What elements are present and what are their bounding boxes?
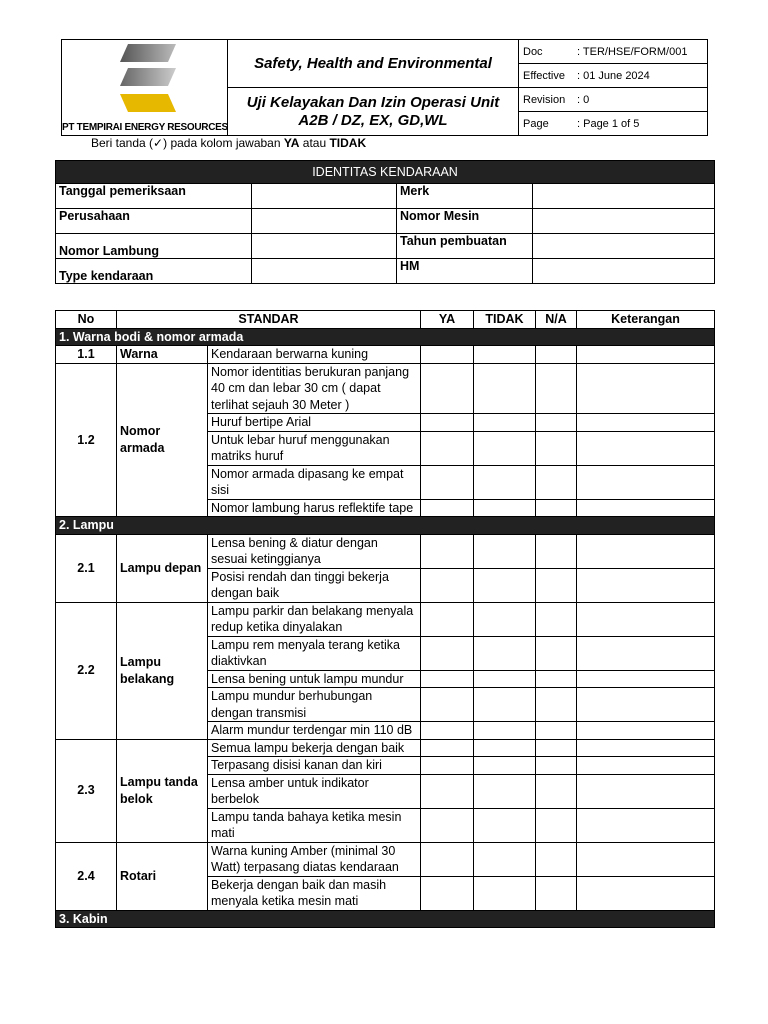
instruction-middle: ) pada kolom jawaban: [163, 136, 284, 150]
item-standard: Lampu tanda bahaya ketika mesin mati: [208, 808, 421, 842]
meta-value: : 0: [577, 93, 590, 106]
item-number: 2.2: [56, 602, 117, 739]
section-row: [56, 328, 715, 346]
item-standard: Lensa bening & diatur dengan sesuai ketinggianya: [208, 534, 421, 568]
company-name: PT TEMPIRAI ENERGY RESOURCES: [62, 122, 228, 133]
na-cell[interactable]: [536, 534, 577, 568]
column-header: N/A: [536, 311, 577, 329]
column-header: No: [56, 311, 117, 329]
keterangan-cell[interactable]: [577, 414, 715, 432]
ya-cell[interactable]: [421, 876, 474, 910]
item-number: 1.1: [56, 346, 117, 364]
section-title: 3. Kabin: [56, 910, 715, 928]
identity-label: Perusahaan: [56, 209, 252, 234]
tidak-cell[interactable]: [474, 722, 536, 740]
meta-value: : Page 1 of 5: [577, 117, 640, 130]
section-title: 1. Warna bodi & nomor armada: [56, 328, 715, 346]
identity-label: Tanggal pemeriksaan: [56, 184, 252, 209]
keterangan-cell[interactable]: [577, 688, 715, 722]
meta-value: : 01 June 2024: [577, 69, 650, 82]
item-number: 2.1: [56, 534, 117, 602]
na-cell[interactable]: [536, 739, 577, 757]
na-cell[interactable]: [536, 414, 577, 432]
identity-value-field[interactable]: [533, 259, 715, 284]
instruction-text: [91, 136, 366, 151]
meta-page: [519, 112, 708, 136]
identity-value-field[interactable]: [533, 209, 715, 234]
identity-label: Type kendaraan: [56, 259, 252, 284]
keterangan-cell[interactable]: [577, 670, 715, 688]
keterangan-cell[interactable]: [577, 739, 715, 757]
instruction-prefix: Beri tanda (: [91, 136, 154, 150]
inspection-checklist-table: [55, 310, 715, 928]
keterangan-cell[interactable]: [577, 602, 715, 636]
na-cell[interactable]: [536, 465, 577, 499]
vehicle-identity-title: IDENTITAS KENDARAAN: [56, 161, 715, 184]
na-cell[interactable]: [536, 757, 577, 775]
item-standard: Untuk lebar huruf menggunakan matriks huruf: [208, 431, 421, 465]
keterangan-cell[interactable]: [577, 534, 715, 568]
ya-cell[interactable]: [421, 346, 474, 364]
item-category: Nomor armada: [117, 363, 208, 517]
ya-cell[interactable]: [421, 774, 474, 808]
table-row: [56, 346, 715, 364]
item-standard: Nomor lambung harus reflektife tape: [208, 499, 421, 517]
tidak-cell[interactable]: [474, 499, 536, 517]
keterangan-cell[interactable]: [577, 568, 715, 602]
item-standard: Posisi rendah dan tinggi bekerja dengan baik: [208, 568, 421, 602]
identity-label: Merk: [397, 184, 533, 209]
item-number: 2.4: [56, 842, 117, 910]
form-header: [61, 39, 708, 136]
item-category: Lampu depan: [117, 534, 208, 602]
identity-label: HM: [397, 259, 533, 284]
keterangan-cell[interactable]: [577, 757, 715, 775]
tidak-cell[interactable]: [474, 842, 536, 876]
na-cell[interactable]: [536, 842, 577, 876]
vehicle-identity-table: [55, 160, 715, 284]
na-cell[interactable]: [536, 568, 577, 602]
keterangan-cell[interactable]: [577, 636, 715, 670]
item-standard: Lampu rem menyala terang ketika diaktivkan: [208, 636, 421, 670]
ya-cell[interactable]: [421, 808, 474, 842]
ya-cell[interactable]: [421, 842, 474, 876]
na-cell[interactable]: [536, 670, 577, 688]
meta-effective: [519, 64, 708, 88]
identity-label: Tahun pembuatan: [397, 234, 533, 259]
item-standard: Lensa amber untuk indikator berbelok: [208, 774, 421, 808]
tidak-cell[interactable]: [474, 774, 536, 808]
item-number: 1.2: [56, 363, 117, 517]
item-standard: Alarm mundur terdengar min 110 dB: [208, 722, 421, 740]
item-standard: Lampu mundur berhubungan dengan transmisi: [208, 688, 421, 722]
company-logo: [120, 42, 180, 112]
ya-cell[interactable]: [421, 499, 474, 517]
keterangan-cell[interactable]: [577, 774, 715, 808]
keterangan-cell[interactable]: [577, 499, 715, 517]
tidak-cell[interactable]: [474, 808, 536, 842]
identity-label: Nomor Lambung: [56, 234, 252, 259]
meta-key: Revision: [523, 93, 566, 106]
tidak-cell[interactable]: [474, 636, 536, 670]
ya-cell[interactable]: [421, 739, 474, 757]
na-cell[interactable]: [536, 636, 577, 670]
identity-label: Nomor Mesin: [397, 209, 533, 234]
item-category: Lampu belakang: [117, 602, 208, 739]
column-header: TIDAK: [474, 311, 536, 329]
ya-cell[interactable]: [421, 363, 474, 414]
tidak-cell[interactable]: [474, 568, 536, 602]
item-number: 2.3: [56, 739, 117, 842]
identity-value-field[interactable]: [252, 209, 397, 234]
column-header: Keterangan: [577, 311, 715, 329]
keterangan-cell[interactable]: [577, 431, 715, 465]
table-header-row: [56, 311, 715, 329]
na-cell[interactable]: [536, 431, 577, 465]
tidak-cell[interactable]: [474, 363, 536, 414]
ya-cell[interactable]: [421, 688, 474, 722]
form-title: Safety, Health and Environmental: [228, 40, 519, 88]
item-category: Lampu tanda belok: [117, 739, 208, 842]
instruction-atau: atau: [299, 136, 330, 150]
tidak-cell[interactable]: [474, 465, 536, 499]
keterangan-cell[interactable]: [577, 842, 715, 876]
na-cell[interactable]: [536, 876, 577, 910]
tidak-cell[interactable]: [474, 876, 536, 910]
meta-doc: [519, 40, 708, 64]
meta-revision: [519, 88, 708, 112]
tidak-cell[interactable]: [474, 688, 536, 722]
ya-cell[interactable]: [421, 602, 474, 636]
table-row: [56, 602, 715, 636]
column-header: YA: [421, 311, 474, 329]
instruction-tidak: TIDAK: [329, 136, 367, 150]
identity-value-field[interactable]: [252, 234, 397, 259]
tidak-cell[interactable]: [474, 534, 536, 568]
table-row: [56, 842, 715, 876]
item-standard: Lampu parkir dan belakang menyala redup ketika dinyalakan: [208, 602, 421, 636]
table-row: [56, 739, 715, 757]
ya-cell[interactable]: [421, 465, 474, 499]
item-standard: Semua lampu bekerja dengan baik: [208, 739, 421, 757]
meta-value: : TER/HSE/FORM/001: [577, 45, 688, 58]
ya-cell[interactable]: [421, 636, 474, 670]
na-cell[interactable]: [536, 602, 577, 636]
identity-value-field[interactable]: [533, 184, 715, 209]
item-standard: Kendaraan berwarna kuning: [208, 346, 421, 364]
tidak-cell[interactable]: [474, 414, 536, 432]
tidak-cell[interactable]: [474, 602, 536, 636]
ya-cell[interactable]: [421, 670, 474, 688]
checkmark-icon: ✓: [153, 136, 164, 150]
meta-key: Page: [523, 117, 549, 130]
tidak-cell[interactable]: [474, 431, 536, 465]
na-cell[interactable]: [536, 688, 577, 722]
ya-cell[interactable]: [421, 414, 474, 432]
na-cell[interactable]: [536, 722, 577, 740]
item-standard: Terpasang disisi kanan dan kiri: [208, 757, 421, 775]
na-cell[interactable]: [536, 499, 577, 517]
column-header: STANDAR: [117, 311, 421, 329]
company-logo-cell: [62, 40, 228, 136]
na-cell[interactable]: [536, 363, 577, 414]
item-standard: Warna kuning Amber (minimal 30 Watt) terpasang diatas kendaraan: [208, 842, 421, 876]
section-row: [56, 910, 715, 928]
na-cell[interactable]: [536, 346, 577, 364]
keterangan-cell[interactable]: [577, 876, 715, 910]
ya-cell[interactable]: [421, 757, 474, 775]
item-standard: Nomor armada dipasang ke empat sisi: [208, 465, 421, 499]
ya-cell[interactable]: [421, 568, 474, 602]
meta-key: Effective: [523, 69, 565, 82]
tidak-cell[interactable]: [474, 346, 536, 364]
section-title: 2. Lampu: [56, 517, 715, 535]
instruction-ya: YA: [283, 136, 300, 150]
keterangan-cell[interactable]: [577, 363, 715, 414]
item-category: Warna: [117, 346, 208, 364]
item-standard: Bekerja dengan baik dan masih menyala ketika mesin mati: [208, 876, 421, 910]
section-row: [56, 517, 715, 535]
form-subtitle: Uji Kelayakan Dan Izin Operasi Unit A2B / DZ, EX, GD,WL: [228, 88, 519, 136]
item-standard: Lensa bening untuk lampu mundur: [208, 670, 421, 688]
tidak-cell[interactable]: [474, 757, 536, 775]
na-cell[interactable]: [536, 808, 577, 842]
tidak-cell[interactable]: [474, 670, 536, 688]
table-row: [56, 534, 715, 568]
keterangan-cell[interactable]: [577, 808, 715, 842]
identity-value-field[interactable]: [252, 184, 397, 209]
item-standard: Huruf bertipe Arial: [208, 414, 421, 432]
identity-value-field[interactable]: [533, 234, 715, 259]
ya-cell[interactable]: [421, 722, 474, 740]
item-category: Rotari: [117, 842, 208, 910]
keterangan-cell[interactable]: [577, 346, 715, 364]
na-cell[interactable]: [536, 774, 577, 808]
table-row: [56, 363, 715, 414]
meta-key: Doc: [523, 45, 543, 58]
keterangan-cell[interactable]: [577, 465, 715, 499]
identity-value-field[interactable]: [252, 259, 397, 284]
item-standard: Nomor identitias berukuran panjang 40 cm dan lebar 30 cm ( dapat terlihat sejauh 30 Meter ): [208, 363, 421, 414]
keterangan-cell[interactable]: [577, 722, 715, 740]
tidak-cell[interactable]: [474, 739, 536, 757]
ya-cell[interactable]: [421, 431, 474, 465]
ya-cell[interactable]: [421, 534, 474, 568]
